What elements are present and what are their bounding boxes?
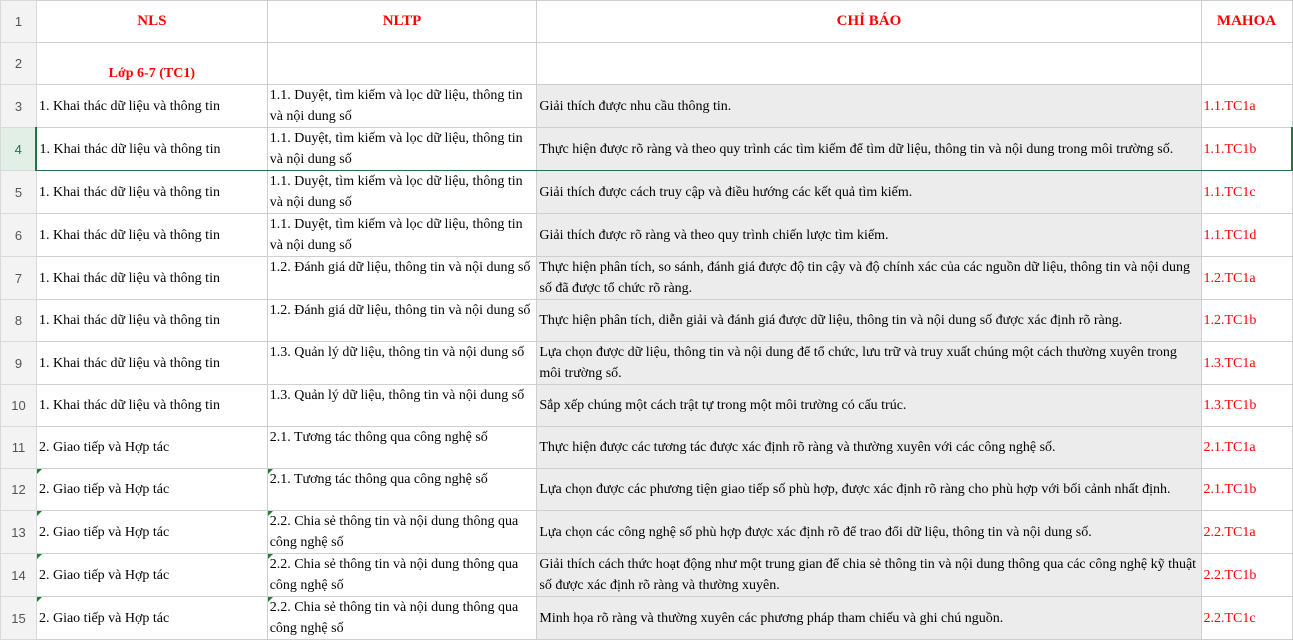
nltp-cell[interactable]: 2.2. Chia sẻ thông tin và nội dung thông qua công nghệ số [267,511,537,554]
nltp-cell[interactable]: 1.1. Duyệt, tìm kiếm và lọc dữ liệu, thông tin và nội dung số [267,214,537,257]
nls-cell[interactable]: 1. Khai thác dữ liệu và thông tin [36,300,267,342]
nls-cell[interactable]: 1. Khai thác dữ liệu và thông tin [36,128,267,171]
nls-cell[interactable]: 1. Khai thác dữ liệu và thông tin [36,171,267,214]
table-row [1,427,1293,469]
table-row [1,171,1293,214]
table-row [1,469,1293,511]
table-row [1,385,1293,427]
nltp-cell[interactable]: 2.2. Chia sẻ thông tin và nội dung thông qua công nghệ số [267,597,537,640]
nls-cell[interactable]: 2. Giao tiếp và Hợp tác [36,511,267,554]
nls-cell[interactable]: 2. Giao tiếp và Hợp tác [36,554,267,597]
chibao-cell[interactable]: Thực hiện được các tương tác được xác định rõ ràng và thường xuyên với các công nghệ số. [537,427,1201,469]
nltp-cell[interactable]: 1.2. Đánh giá dữ liệu, thông tin và nội dung số [267,257,537,300]
header-nls[interactable]: NLS [36,1,267,43]
header-chibao[interactable]: CHỈ BÁO [537,1,1201,43]
mahoa-cell[interactable]: 2.1.TC1b [1201,469,1292,511]
empty-cell[interactable] [1201,43,1292,85]
table-row [1,85,1293,128]
grid-body [1,1,1293,640]
header-row [1,1,1293,43]
table-row [1,128,1293,171]
chibao-cell[interactable]: Lựa chọn được dữ liệu, thông tin và nội dung để tổ chức, lưu trữ và truy xuất chúng một cách thường xuyên trong môi trường số. [537,342,1201,385]
nltp-cell[interactable]: 2.1. Tương tác thông qua công nghệ số [267,427,537,469]
row-header[interactable]: 11 [1,427,37,469]
mahoa-cell[interactable]: 2.1.TC1a [1201,427,1292,469]
chibao-cell[interactable]: Minh họa rõ ràng và thường xuyên các phương pháp tham chiếu và ghi chú nguồn. [537,597,1201,640]
chibao-cell[interactable]: Thực hiện phân tích, diễn giải và đánh giá được dữ liệu, thông tin và nội dung số được xác định rõ ràng. [537,300,1201,342]
table-row [1,300,1293,342]
nls-cell[interactable]: 1. Khai thác dữ liệu và thông tin [36,257,267,300]
row-header[interactable]: 1 [1,1,37,43]
chibao-cell[interactable]: Giải thích được nhu cầu thông tin. [537,85,1201,128]
mahoa-cell[interactable]: 2.2.TC1c [1201,597,1292,640]
nltp-cell[interactable]: 1.1. Duyệt, tìm kiếm và lọc dữ liệu, thông tin và nội dung số [267,85,537,128]
empty-cell[interactable] [267,43,537,85]
nls-cell[interactable]: 2. Giao tiếp và Hợp tác [36,469,267,511]
row-header[interactable]: 13 [1,511,37,554]
row-header[interactable]: 9 [1,342,37,385]
table-row [1,214,1293,257]
nltp-cell[interactable]: 2.1. Tương tác thông qua công nghệ số [267,469,537,511]
chibao-cell[interactable]: Thực hiện được rõ ràng và theo quy trình các tìm kiếm để tìm dữ liệu, thông tin và nội dung trong môi trường số. [537,128,1201,171]
mahoa-cell[interactable]: 1.1.TC1d [1201,214,1292,257]
table-row [1,554,1293,597]
header-nltp[interactable]: NLTP [267,1,537,43]
mahoa-cell[interactable]: 1.1.TC1b [1201,128,1292,171]
table-row [1,511,1293,554]
nltp-cell[interactable]: 1.1. Duyệt, tìm kiếm và lọc dữ liệu, thông tin và nội dung số [267,171,537,214]
nls-cell[interactable]: 2. Giao tiếp và Hợp tác [36,427,267,469]
mahoa-cell[interactable]: 1.2.TC1a [1201,257,1292,300]
nltp-cell[interactable]: 1.3. Quản lý dữ liệu, thông tin và nội dung số [267,342,537,385]
table-row [1,342,1293,385]
nltp-cell[interactable]: 1.1. Duyệt, tìm kiếm và lọc dữ liệu, thông tin và nội dung số [267,128,537,171]
mahoa-cell[interactable]: 1.1.TC1c [1201,171,1292,214]
grade-subheader-cell[interactable]: Lớp 6-7 (TC1) [36,43,267,85]
row-header[interactable]: 7 [1,257,37,300]
chibao-cell[interactable]: Thực hiện phân tích, so sánh, đánh giá được độ tin cậy và độ chính xác của các nguồn dữ liệu, thông tin và nội dung số đã được tổ chức rõ ràng. [537,257,1201,300]
nls-cell[interactable]: 2. Giao tiếp và Hợp tác [36,597,267,640]
mahoa-cell[interactable]: 2.2.TC1a [1201,511,1292,554]
chibao-cell[interactable]: Sắp xếp chúng một cách trật tự trong một môi trường có cấu trúc. [537,385,1201,427]
row-header[interactable]: 2 [1,43,37,85]
row-header[interactable]: 8 [1,300,37,342]
mahoa-cell[interactable]: 2.2.TC1b [1201,554,1292,597]
nltp-cell[interactable]: 2.2. Chia sẻ thông tin và nội dung thông qua công nghệ số [267,554,537,597]
nltp-cell[interactable]: 1.3. Quản lý dữ liệu, thông tin và nội dung số [267,385,537,427]
nls-cell[interactable]: 1. Khai thác dữ liệu và thông tin [36,385,267,427]
mahoa-cell[interactable]: 1.2.TC1b [1201,300,1292,342]
row-header[interactable]: 10 [1,385,37,427]
subheader-row [1,43,1293,85]
mahoa-cell[interactable]: 1.3.TC1a [1201,342,1292,385]
chibao-cell[interactable]: Giải thích được cách truy cập và điều hướng các kết quả tìm kiếm. [537,171,1201,214]
empty-cell[interactable] [537,43,1201,85]
chibao-cell[interactable]: Giải thích được rõ ràng và theo quy trình chiến lược tìm kiếm. [537,214,1201,257]
row-header[interactable]: 5 [1,171,37,214]
header-mahoa[interactable]: MAHOA [1201,1,1292,43]
nls-cell[interactable]: 1. Khai thác dữ liệu và thông tin [36,214,267,257]
row-header[interactable]: 12 [1,469,37,511]
row-header[interactable]: 4 [1,128,37,171]
row-header[interactable]: 14 [1,554,37,597]
chibao-cell[interactable]: Giải thích cách thức hoạt động như một trung gian để chia sẻ thông tin và nội dung thông qua các công nghệ kỹ thuật số được xác định rõ ràng và thường xuyên. [537,554,1201,597]
table-row [1,597,1293,640]
nls-cell[interactable]: 1. Khai thác dữ liệu và thông tin [36,342,267,385]
chibao-cell[interactable]: Lựa chọn các công nghệ số phù hợp được xác định rõ để trao đổi dữ liệu, thông tin và nội dung số. [537,511,1201,554]
row-header[interactable]: 3 [1,85,37,128]
mahoa-cell[interactable]: 1.3.TC1b [1201,385,1292,427]
table-row [1,257,1293,300]
nls-cell[interactable]: 1. Khai thác dữ liệu và thông tin [36,85,267,128]
mahoa-cell[interactable]: 1.1.TC1a [1201,85,1292,128]
row-header[interactable]: 6 [1,214,37,257]
row-header[interactable]: 15 [1,597,37,640]
chibao-cell[interactable]: Lựa chọn được các phương tiện giao tiếp số phù hợp, được xác định rõ ràng cho phù hợp với bối cảnh nhất định. [537,469,1201,511]
nltp-cell[interactable]: 1.2. Đánh giá dữ liệu, thông tin và nội dung số [267,300,537,342]
